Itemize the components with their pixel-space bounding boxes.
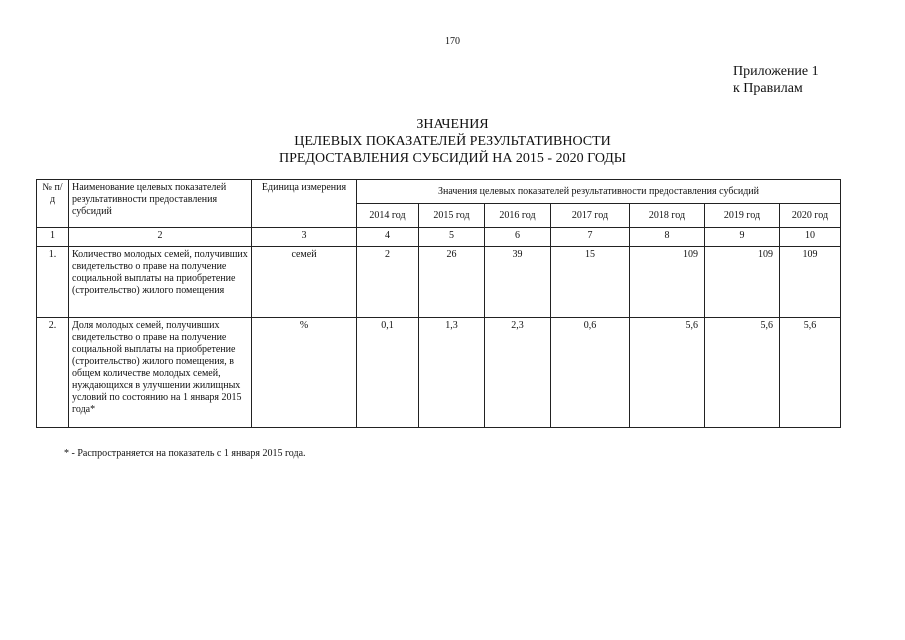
title-line-1: ЗНАЧЕНИЯ [416,117,489,132]
row-number: 1. [37,247,69,318]
column-number: 4 [357,228,419,247]
header-year: 2015 год [419,204,485,228]
header-values-group: Значения целевых показателей результативности предоставления субсидий [357,180,841,204]
indicator-value: 109 [780,247,841,318]
indicator-value: 5,6 [705,318,780,428]
header-number: № п/д [37,180,69,228]
header-unit: Единица измерения [252,180,357,228]
indicator-value: 39 [485,247,551,318]
title-line-2: ЦЕЛЕВЫХ ПОКАЗАТЕЛЕЙ РЕЗУЛЬТАТИВНОСТИ [294,134,611,149]
document-title [0,116,905,167]
indicator-value: 5,6 [780,318,841,428]
indicator-name: Доля молодых семей, получивших свидетельство о праве на получение социальной выплаты на приобретение (строительство) жилого помещения, в общем количестве молодых семей, нуждающихся в улучшении жилищных условий по состоянию на 1 января 2015 года* [69,318,252,428]
indicator-unit: % [252,318,357,428]
appendix-reference [733,63,819,97]
indicator-value: 1,3 [419,318,485,428]
appendix-line-1: Приложение 1 [733,64,819,79]
column-number: 10 [780,228,841,247]
indicator-value: 2,3 [485,318,551,428]
header-year: 2018 год [630,204,705,228]
header-year: 2014 год [357,204,419,228]
header-year: 2019 год [705,204,780,228]
column-number: 7 [551,228,630,247]
page-number: 170 [445,36,460,47]
indicator-value: 109 [630,247,705,318]
column-numbers-row [37,228,841,247]
indicator-value: 15 [551,247,630,318]
indicator-value: 2 [357,247,419,318]
column-number: 5 [419,228,485,247]
header-year: 2020 год [780,204,841,228]
header-name: Наименование целевых показателей результативности предоставления субсидий [69,180,252,228]
column-number: 3 [252,228,357,247]
header-year: 2017 год [551,204,630,228]
column-number: 1 [37,228,69,247]
indicator-unit: семей [252,247,357,318]
table-row [37,318,841,428]
indicator-value: 0,6 [551,318,630,428]
appendix-line-2: к Правилам [733,81,803,96]
table-row [37,247,841,318]
footnote: * - Распространяется на показатель с 1 января 2015 года. [64,448,306,459]
column-number: 8 [630,228,705,247]
indicator-value: 109 [705,247,780,318]
header-row [37,180,841,204]
column-number: 2 [69,228,252,247]
indicators-table [36,179,841,428]
column-number: 9 [705,228,780,247]
indicator-name: Количество молодых семей, получивших свидетельство о праве на получение социальной выплаты на приобретение (строительство) жилого помещения [69,247,252,318]
title-line-3: ПРЕДОСТАВЛЕНИЯ СУБСИДИЙ НА 2015 - 2020 ГОДЫ [278,151,627,166]
header-year: 2016 год [485,204,551,228]
column-number: 6 [485,228,551,247]
row-number: 2. [37,318,69,428]
indicator-value: 0,1 [357,318,419,428]
indicator-value: 26 [419,247,485,318]
indicator-value: 5,6 [630,318,705,428]
